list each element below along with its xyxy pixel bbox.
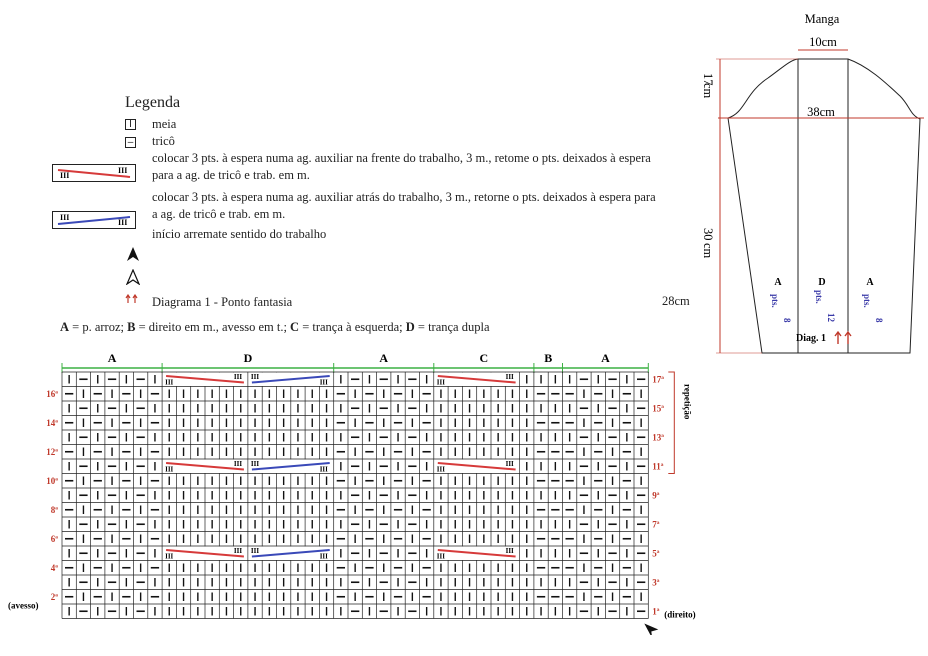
right-side-label: (direito) [664, 609, 696, 620]
svg-text:8: 8 [874, 318, 884, 323]
cap-height: 17 [701, 73, 715, 86]
wrong-side-label: (avesso) [8, 600, 39, 611]
cable-mark: III [233, 547, 243, 555]
cable-mark: III [505, 547, 514, 555]
legend-back-cable-line1: colocar 3 pts. à espera numa ag. auxiliar atrás do trabalho, 3 m., retorne o pts. deixados à espera para [152, 190, 656, 204]
svg-text:A: A [774, 277, 782, 288]
svg-text:cm: cm [701, 83, 715, 99]
cable-mark: III [436, 552, 445, 561]
width-note: 28cm [662, 294, 690, 308]
purl-symbol-icon: – [125, 137, 136, 148]
row-number-right: 11ª [652, 461, 664, 472]
row-number-left: 2ª [50, 592, 58, 602]
start-arrow-icon [644, 624, 658, 636]
repeat-bracket [668, 372, 674, 474]
section-label: A [379, 351, 389, 365]
red-arrows-icon [124, 294, 140, 304]
stitch-chart [0, 345, 928, 635]
knit-symbol-icon: I [125, 119, 136, 130]
row-number-left: 4ª [50, 563, 58, 573]
row-number-right: 7ª [652, 519, 660, 530]
svg-text:D: D [818, 277, 826, 288]
front-cable-icon [52, 164, 136, 182]
cable-mark: III [250, 460, 260, 468]
diag-ref-label: Diag. 1 [796, 333, 826, 344]
diagram-ref: Diagrama 1 - Ponto fantasia [152, 295, 293, 309]
svg-text:12: 12 [826, 313, 836, 322]
section-label: A [107, 351, 117, 365]
repeat-label: repetição [682, 384, 693, 420]
section-label: B [544, 351, 553, 365]
cable-mark: III [319, 552, 328, 561]
row-number-left: 12ª [46, 447, 58, 457]
cable-mark: III [319, 378, 328, 387]
row-number-left: 16ª [46, 389, 58, 399]
row-number-right: 13ª [652, 432, 665, 443]
svg-text:pts.: pts. [770, 294, 780, 308]
legend-front-cable-line2: para a ag. de tricô e trab. em m. [152, 168, 310, 182]
cable-mark: III [319, 465, 328, 474]
row-number-right: 5ª [652, 548, 660, 559]
row-number-right: 9ª [652, 490, 660, 501]
section-label: D [243, 351, 253, 365]
svg-text:8: 8 [782, 318, 792, 323]
legend-title: Legenda [125, 94, 181, 111]
svg-text:III: III [60, 171, 70, 180]
section-label: A [601, 351, 610, 365]
row-number-left: 6ª [50, 534, 58, 544]
svg-text:III: III [118, 218, 128, 227]
cable-mark: III [505, 373, 514, 381]
svg-text:III: III [60, 213, 70, 222]
svg-text:pts.: pts. [814, 290, 824, 304]
back-cable-icon [52, 211, 136, 229]
cable-mark: III [233, 460, 243, 468]
row-number-right: 1ª [652, 606, 660, 617]
section-formula: A = p. arroz; B = direito em m., avesso em t.; C = trança à esquerda; D = trança dupla [60, 320, 490, 334]
cable-mark: III [165, 378, 174, 387]
sleeve-title: Manga [804, 12, 840, 26]
cable-mark: III [250, 547, 260, 555]
cable-mark: III [505, 460, 514, 468]
sleeve-schematic [690, 8, 926, 356]
row-number-right: 15ª [652, 403, 665, 414]
svg-text:A: A [866, 277, 874, 288]
legend-bind-off: início arremate sentido do trabalho [152, 227, 327, 241]
sleeve-length: 30 [701, 228, 715, 241]
section-label: C [479, 351, 489, 365]
legend-purl: tricô [152, 134, 175, 148]
svg-text:pts.: pts. [862, 294, 872, 308]
svg-text:III: III [118, 166, 128, 175]
sleeve-width: 38cm [807, 105, 835, 119]
outline-arrowhead-icon [126, 269, 140, 285]
sleeve-top-width: 10cm [809, 35, 837, 49]
row-number-left: 8ª [50, 505, 58, 515]
svg-text:cm: cm [701, 243, 715, 259]
cable-mark: III [436, 465, 445, 474]
cable-mark: III [165, 465, 174, 474]
row-number-right: 17ª [652, 374, 665, 385]
legend-front-cable-line1: colocar 3 pts. à espera numa ag. auxiliar na frente do trabalho, 3 m., retome o pts. deixados à espera [152, 151, 651, 165]
cable-mark: III [436, 378, 445, 387]
legend-knit: meia [152, 117, 177, 131]
legend-back-cable-line2: a ag. de tricô e trab. em m. [152, 207, 286, 221]
filled-arrowhead-icon [126, 246, 140, 262]
row-number-left: 10ª [46, 476, 58, 486]
row-number-left: 14ª [46, 418, 58, 428]
cable-mark: III [233, 373, 243, 381]
row-number-right: 3ª [652, 577, 660, 588]
cable-mark: III [250, 373, 260, 381]
cable-mark: III [165, 552, 174, 561]
